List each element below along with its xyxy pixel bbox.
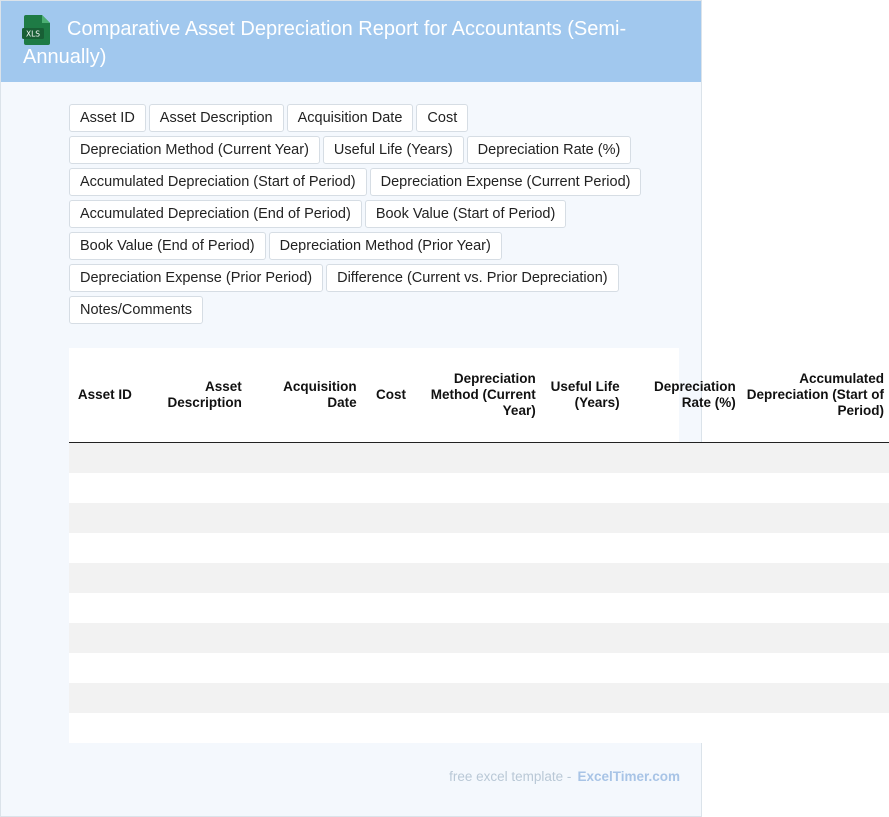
field-tag: Depreciation Rate (%) xyxy=(467,136,632,164)
table-row xyxy=(69,473,889,503)
table-cell[interactable] xyxy=(247,593,362,623)
table-cell[interactable] xyxy=(411,473,541,503)
page-title: Comparative Asset Depreciation Report for Accountants (Semi-Annually) xyxy=(23,18,627,68)
column-header: Cost xyxy=(362,348,411,443)
table-cell[interactable] xyxy=(411,653,541,683)
table-cell[interactable] xyxy=(741,623,889,653)
table-cell[interactable] xyxy=(741,713,889,743)
table-cell[interactable] xyxy=(247,443,362,474)
table-cell[interactable] xyxy=(69,653,137,683)
field-tag: Depreciation Expense (Prior Period) xyxy=(69,264,323,292)
table-cell[interactable] xyxy=(137,623,247,653)
table-cell[interactable] xyxy=(741,503,889,533)
table-cell[interactable] xyxy=(541,473,625,503)
table-cell[interactable] xyxy=(741,683,889,713)
table-cell[interactable] xyxy=(362,683,411,713)
depreciation-table xyxy=(69,348,889,743)
table-row xyxy=(69,563,889,593)
table-cell[interactable] xyxy=(247,683,362,713)
table-row xyxy=(69,443,889,474)
table-cell[interactable] xyxy=(362,713,411,743)
table-cell[interactable] xyxy=(411,593,541,623)
table-cell[interactable] xyxy=(137,443,247,474)
table-container[interactable] xyxy=(69,348,884,743)
table-cell[interactable] xyxy=(411,533,541,563)
column-header: Depreciation Method (Current Year) xyxy=(411,348,541,443)
table-cell[interactable] xyxy=(541,563,625,593)
table-cell[interactable] xyxy=(247,533,362,563)
table-cell[interactable] xyxy=(625,473,741,503)
table-cell[interactable] xyxy=(247,713,362,743)
footer-text: free excel template - xyxy=(449,769,572,784)
table-row xyxy=(69,623,889,653)
table-cell[interactable] xyxy=(137,563,247,593)
main-content xyxy=(1,82,884,816)
table-cell[interactable] xyxy=(137,683,247,713)
table-cell[interactable] xyxy=(625,683,741,713)
table-cell[interactable] xyxy=(69,563,137,593)
column-header: Useful Life (Years) xyxy=(541,348,625,443)
table-row xyxy=(69,653,889,683)
field-tag: Useful Life (Years) xyxy=(323,136,464,164)
table-cell[interactable] xyxy=(541,593,625,623)
table-cell[interactable] xyxy=(69,443,137,474)
table-cell[interactable] xyxy=(137,713,247,743)
table-cell[interactable] xyxy=(541,623,625,653)
field-tag: Accumulated Depreciation (Start of Period) xyxy=(69,168,367,196)
table-cell[interactable] xyxy=(69,593,137,623)
table-cell[interactable] xyxy=(362,593,411,623)
table-cell[interactable] xyxy=(625,713,741,743)
table-cell[interactable] xyxy=(625,533,741,563)
footer-brand-link[interactable]: ExcelTimer.com xyxy=(577,769,680,784)
table-cell[interactable] xyxy=(362,443,411,474)
column-header: Asset ID xyxy=(69,348,137,443)
table-cell[interactable] xyxy=(411,623,541,653)
table-cell[interactable] xyxy=(69,533,137,563)
table-cell[interactable] xyxy=(411,563,541,593)
column-header: Asset Description xyxy=(137,348,247,443)
footer-credit xyxy=(449,769,680,784)
table-cell[interactable] xyxy=(247,563,362,593)
field-tag: Book Value (End of Period) xyxy=(69,232,266,260)
table-header-row xyxy=(69,348,889,443)
table-cell[interactable] xyxy=(362,473,411,503)
table-cell[interactable] xyxy=(362,533,411,563)
table-cell[interactable] xyxy=(541,533,625,563)
table-cell[interactable] xyxy=(69,623,137,653)
table-cell[interactable] xyxy=(625,503,741,533)
xls-icon-label: XLS xyxy=(25,29,41,39)
table-cell[interactable] xyxy=(137,593,247,623)
field-tag: Accumulated Depreciation (End of Period) xyxy=(69,200,362,228)
table-row xyxy=(69,503,889,533)
field-tag-list xyxy=(69,104,689,324)
field-tag: Difference (Current vs. Prior Depreciation) xyxy=(326,264,619,292)
field-tag: Notes/Comments xyxy=(69,296,203,324)
header-bar xyxy=(1,1,701,82)
table-cell[interactable] xyxy=(247,623,362,653)
table-body xyxy=(69,443,889,744)
table-cell[interactable] xyxy=(741,563,889,593)
table-cell[interactable] xyxy=(362,563,411,593)
table-cell[interactable] xyxy=(137,533,247,563)
field-tag: Acquisition Date xyxy=(287,104,414,132)
table-cell[interactable] xyxy=(625,653,741,683)
table-cell[interactable] xyxy=(69,683,137,713)
table-cell[interactable] xyxy=(137,473,247,503)
table-cell[interactable] xyxy=(362,653,411,683)
column-header: Acquisition Date xyxy=(247,348,362,443)
table-cell[interactable] xyxy=(69,473,137,503)
table-cell[interactable] xyxy=(247,653,362,683)
table-cell[interactable] xyxy=(741,533,889,563)
field-tag: Depreciation Method (Prior Year) xyxy=(269,232,502,260)
table-cell[interactable] xyxy=(411,503,541,533)
table-cell[interactable] xyxy=(411,713,541,743)
table-cell[interactable] xyxy=(741,443,889,474)
field-tag: Asset Description xyxy=(149,104,284,132)
table-cell[interactable] xyxy=(137,653,247,683)
table-cell[interactable] xyxy=(541,443,625,474)
table-cell[interactable] xyxy=(741,593,889,623)
table-cell[interactable] xyxy=(411,683,541,713)
table-cell[interactable] xyxy=(362,623,411,653)
table-cell[interactable] xyxy=(69,713,137,743)
table-cell[interactable] xyxy=(541,713,625,743)
field-tag: Depreciation Method (Current Year) xyxy=(69,136,320,164)
table-cell[interactable] xyxy=(625,593,741,623)
table-cell[interactable] xyxy=(541,653,625,683)
table-cell[interactable] xyxy=(247,473,362,503)
field-tag: Depreciation Expense (Current Period) xyxy=(370,168,642,196)
table-cell[interactable] xyxy=(541,683,625,713)
table-cell[interactable] xyxy=(541,503,625,533)
table-cell[interactable] xyxy=(741,473,889,503)
table-row xyxy=(69,713,889,743)
table-cell[interactable] xyxy=(137,503,247,533)
table-cell[interactable] xyxy=(362,503,411,533)
table-row xyxy=(69,683,889,713)
field-tag: Cost xyxy=(416,104,468,132)
table-cell[interactable] xyxy=(741,653,889,683)
field-tag: Book Value (Start of Period) xyxy=(365,200,566,228)
column-header: Depreciation Rate (%) xyxy=(625,348,741,443)
column-header: Accumulated Depreciation (Start of Period) xyxy=(741,348,889,443)
table-cell[interactable] xyxy=(625,563,741,593)
field-tag: Asset ID xyxy=(69,104,146,132)
table-cell[interactable] xyxy=(247,503,362,533)
table-cell[interactable] xyxy=(411,443,541,474)
table-cell[interactable] xyxy=(625,623,741,653)
table-row xyxy=(69,533,889,563)
table-cell[interactable] xyxy=(69,503,137,533)
table-cell[interactable] xyxy=(625,443,741,474)
table-row xyxy=(69,593,889,623)
